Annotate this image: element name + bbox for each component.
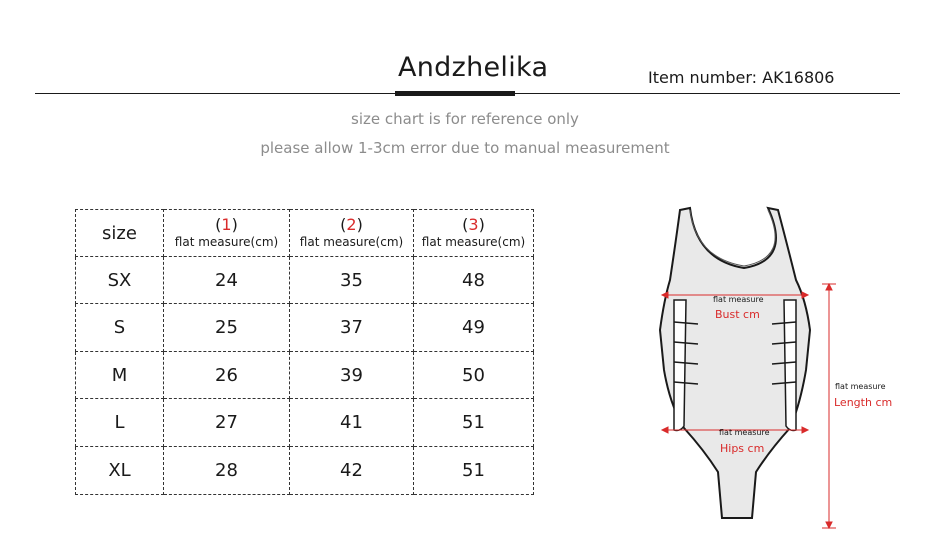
bust-label: Bust cm xyxy=(715,308,760,321)
error-note: please allow 1-3cm error due to manual measurement xyxy=(260,139,670,157)
value-cell: 50 xyxy=(414,352,534,399)
size-cell: L xyxy=(76,399,164,447)
column-header-1: (1) flat measure(cm) xyxy=(164,210,290,257)
value-cell: 35 xyxy=(290,257,414,304)
swimsuit-illustration xyxy=(640,200,930,530)
size-header: size xyxy=(76,210,164,257)
table-row xyxy=(76,447,534,495)
length-label: Length cm xyxy=(834,396,893,409)
column-header-3: (3) flat measure(cm) xyxy=(414,210,534,257)
swimsuit-diagram xyxy=(640,200,930,530)
size-cell: SX xyxy=(76,257,164,304)
bust-flat-label: flat measure xyxy=(713,295,764,304)
table-row xyxy=(76,352,534,399)
value-cell: 37 xyxy=(290,304,414,352)
size-cell: M xyxy=(76,352,164,399)
item-number: Item number: AK16806 xyxy=(648,68,835,87)
value-cell: 27 xyxy=(164,399,290,447)
size-cell: S xyxy=(76,304,164,352)
value-cell: 28 xyxy=(164,447,290,495)
header-rule-accent xyxy=(395,91,515,96)
column-header-2: (2) flat measure(cm) xyxy=(290,210,414,257)
hips-label: Hips cm xyxy=(720,442,765,455)
value-cell: 25 xyxy=(164,304,290,352)
size-chart-table xyxy=(75,209,534,495)
table-header-row xyxy=(76,210,534,257)
size-cell: XL xyxy=(76,447,164,495)
value-cell: 41 xyxy=(290,399,414,447)
reference-note: size chart is for reference only xyxy=(351,110,579,128)
value-cell: 48 xyxy=(414,257,534,304)
table-row xyxy=(76,257,534,304)
value-cell: 51 xyxy=(414,447,534,495)
brand-title: Andzhelika xyxy=(398,52,549,83)
value-cell: 51 xyxy=(414,399,534,447)
value-cell: 49 xyxy=(414,304,534,352)
value-cell: 24 xyxy=(164,257,290,304)
table-row xyxy=(76,304,534,352)
hips-flat-label: flat measure xyxy=(719,428,770,437)
value-cell: 42 xyxy=(290,447,414,495)
value-cell: 39 xyxy=(290,352,414,399)
table-row xyxy=(76,399,534,447)
value-cell: 26 xyxy=(164,352,290,399)
length-flat-label: flat measure xyxy=(835,382,886,391)
